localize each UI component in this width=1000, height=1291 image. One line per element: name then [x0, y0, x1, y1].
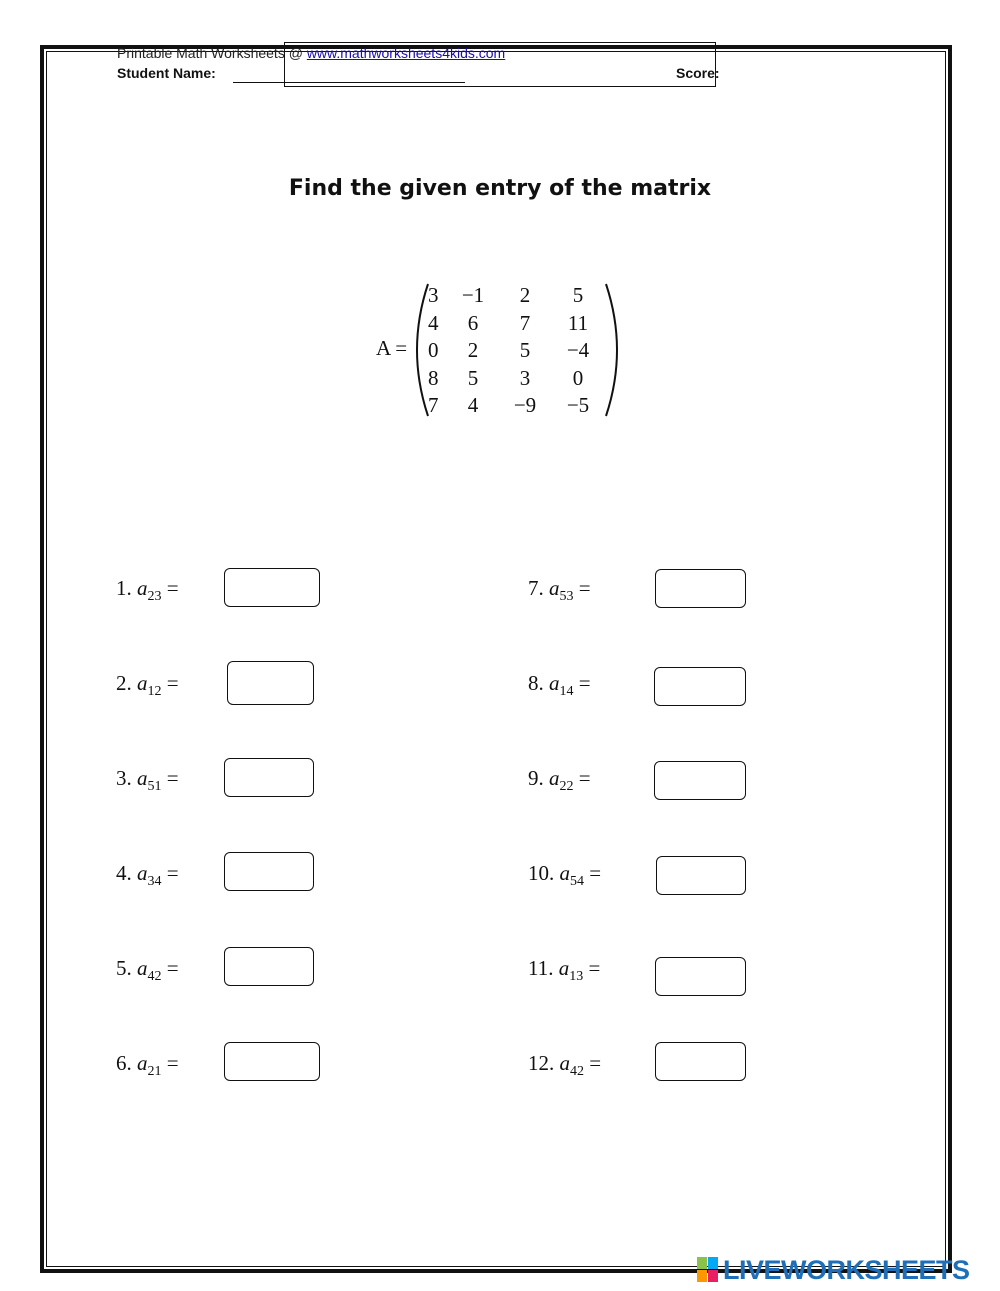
problem-number: 12. [528, 1051, 555, 1075]
matrix-symbol: a [137, 956, 148, 980]
problem-9 [528, 766, 591, 795]
equals-sign: = [588, 956, 601, 980]
problem-number: 7. [528, 576, 544, 600]
problem-number: 10. [528, 861, 555, 885]
matrix-entry: 5 [519, 338, 531, 362]
entry-index: 22 [559, 779, 574, 794]
matrix-entry: 0 [428, 338, 439, 362]
matrix-entry: −4 [566, 338, 590, 362]
matrix-symbol: a [559, 861, 570, 885]
equals-sign: = [578, 671, 591, 695]
problem-number: 5. [116, 956, 132, 980]
entry-index: 54 [570, 874, 584, 889]
entry-index: 12 [147, 684, 162, 699]
left-paren [417, 284, 428, 416]
matrix-entry: −1 [461, 283, 485, 307]
site-link[interactable]: www.mathworksheets4kids.com [306, 45, 506, 61]
answer-box-8[interactable] [654, 667, 746, 706]
matrix-symbol: a [559, 1051, 570, 1075]
problem-5 [116, 956, 179, 985]
answer-box-1[interactable] [224, 568, 320, 607]
answer-box-5[interactable] [224, 947, 314, 986]
matrix-symbol: a [137, 766, 148, 790]
equals-sign: = [589, 861, 602, 885]
matrix-entry: 2 [467, 338, 479, 362]
matrix-label: A = [376, 336, 408, 360]
problem-number: 4. [116, 861, 132, 885]
matrix-entry: −9 [513, 393, 537, 417]
entry-index: 23 [147, 589, 162, 604]
page-border-inner [46, 51, 946, 1267]
right-paren [606, 284, 617, 416]
answer-box-3[interactable] [224, 758, 314, 797]
problem-10 [528, 861, 601, 890]
score-label: Score: [676, 65, 720, 81]
equals-sign: = [166, 766, 179, 790]
problem-number: 2. [116, 671, 132, 695]
student-name-input[interactable] [284, 42, 716, 87]
matrix-entry: 3 [519, 365, 531, 390]
equals-sign: = [166, 861, 179, 885]
matrix-entry: 5 [572, 283, 584, 307]
matrix-entry: −5 [566, 393, 590, 417]
problem-2 [116, 671, 179, 700]
equals-sign: = [166, 956, 179, 980]
matrix-entry: 6 [467, 310, 479, 335]
matrix-entry: 8 [428, 365, 439, 390]
liveworksheets-brand [697, 1255, 970, 1285]
problem-1 [116, 576, 179, 605]
liveworksheets-logo-icon [697, 1257, 719, 1283]
problem-number: 8. [528, 671, 544, 695]
problem-12 [528, 1051, 601, 1080]
answer-box-6[interactable] [224, 1042, 320, 1081]
matrix-symbol: a [137, 1051, 148, 1075]
answer-box-10[interactable] [656, 856, 746, 895]
problem-number: 11. [528, 956, 554, 980]
problem-number: 1. [116, 576, 132, 600]
problem-7 [528, 576, 591, 605]
answer-box-9[interactable] [654, 761, 746, 800]
problem-6 [116, 1051, 179, 1080]
entry-index: 21 [147, 1064, 162, 1079]
problem-number: 3. [116, 766, 132, 790]
problem-number: 9. [528, 766, 544, 790]
entry-index: 13 [569, 969, 584, 984]
problem-4 [116, 861, 179, 890]
entry-index: 34 [147, 874, 162, 889]
matrix-entry: 4 [467, 393, 479, 417]
equals-sign: = [166, 576, 179, 600]
problem-3 [116, 766, 179, 795]
problem-8 [528, 671, 591, 700]
entry-index: 51 [147, 779, 162, 794]
worksheet-title: Find the given entry of the matrix [288, 176, 712, 201]
matrix-symbol: a [137, 671, 148, 695]
answer-box-2[interactable] [227, 661, 314, 705]
matrix-entry: 7 [428, 393, 439, 417]
matrix-entry: 11 [567, 310, 589, 335]
equals-sign: = [166, 671, 179, 695]
answer-box-7[interactable] [655, 569, 746, 608]
answer-box-4[interactable] [224, 852, 314, 891]
entry-index: 14 [559, 684, 574, 699]
matrix-symbol: a [558, 956, 570, 980]
equals-sign: = [578, 766, 591, 790]
matrix-entry: 5 [467, 365, 479, 390]
entry-index: 53 [559, 589, 574, 604]
matrix-entries [428, 282, 604, 420]
site-credit-prefix: Printable Math Worksheets @ [117, 45, 307, 61]
entry-index: 42 [570, 1064, 584, 1079]
entry-index: 42 [147, 969, 162, 984]
matrix-symbol: a [137, 576, 148, 600]
matrix-symbol: a [549, 576, 560, 600]
problem-11 [528, 956, 600, 985]
matrix-entry: 7 [519, 310, 531, 335]
brand-text: LIVEWORKSHEETS [723, 1254, 970, 1285]
equals-sign: = [589, 1051, 602, 1075]
matrix-symbol: a [549, 766, 560, 790]
answer-box-11[interactable] [655, 957, 746, 996]
matrix-entry: 2 [519, 283, 531, 307]
matrix-entry: 0 [572, 365, 584, 390]
matrix-entry: 3 [428, 283, 439, 307]
problem-number: 6. [116, 1051, 132, 1075]
answer-box-12[interactable] [655, 1042, 746, 1081]
matrix-symbol: a [549, 671, 560, 695]
student-name-label: Student Name: [117, 65, 216, 81]
matrix-entry: 4 [428, 310, 439, 335]
equals-sign: = [166, 1051, 179, 1075]
matrix-symbol: a [137, 861, 148, 885]
equals-sign: = [578, 576, 591, 600]
